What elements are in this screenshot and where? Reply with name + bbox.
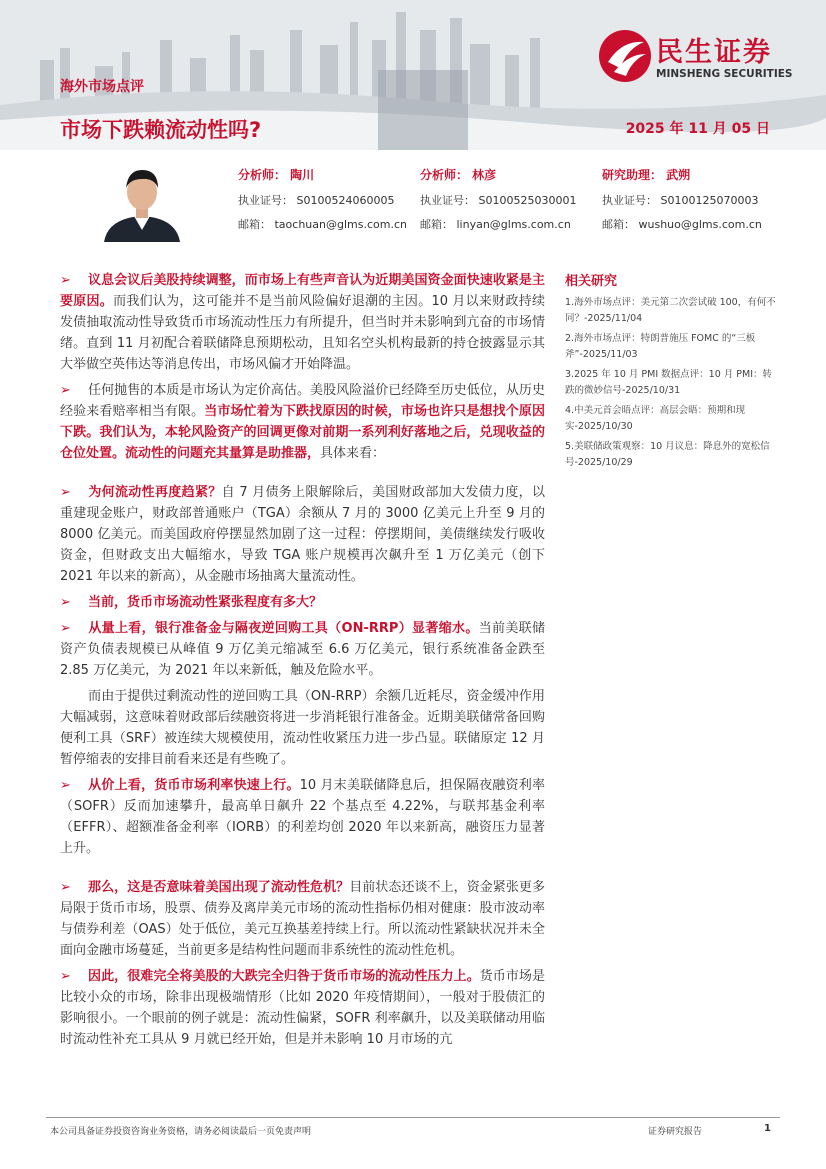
body-text: 自 7 月债务上限解除后，美国财政部加大发债力度，以重建现金账户，财政部普通账户（TGA）余额从 7 月的 3000 亿美元上升至 9 月的 8000 亿美元。而美国政府停摆显然加剧了这一过程：停摆期间，美债继续发行吸收资金，但财政支出大幅缩水，导致 TGA 账户规模再次飙升至 1 万亿美元（创下 2021 年以来的新高），从金融市场抽离大量流动性。 [60,485,545,584]
footer-disclaimer: 本公司具备证券投资咨询业务资格，请务必阅读最后一页免责声明 [50,1127,312,1137]
related-research [565,270,780,475]
footer-report-type: 证券研究报告 [648,1127,703,1137]
paragraph [60,482,545,587]
body-text: 当前美联储资产负债表规模已从峰值 9 万亿美元缩减至 6.6 万亿美元，银行系统准备金跌至 2.85 万亿美元，为 2021 年以来新低，触及危险水平。 [60,621,545,678]
analyst-name: 研究助理： 武朔 [602,168,691,182]
analyst-license: 执业证号： S0100125070003 [602,194,759,207]
page-title: 市场下跌赖流动性吗? [60,118,262,142]
bold-text: 当前，货币市场流动性紧张程度有多大？ [88,595,323,610]
bold-text: 当市场忙着为下跌找原因的时候，市场也许只是想找个原因下跌。我们认为，本轮风险资产的回调更像对前期一系列利好落地之后，兑现收益的仓位处置。流动性的问题充其量算是助推器， [60,404,545,461]
bold-text: 从价上看，货币市场利率快速上行。 [88,778,300,793]
body-text: 具体来看： [320,446,386,461]
arrow-bullet-icon: ➢ [60,778,71,793]
logo-english-text: MINSHENG SECURITIES [656,68,793,80]
arrow-bullet-icon: ➢ [60,595,71,610]
report-date: 2025 年 11 月 05 日 [625,121,770,137]
analyst-block [420,166,576,240]
related-research-link[interactable]: 5.美联储政策观察：10 月议息：降息外的宽松信号-2025/10/29 [565,441,770,468]
related-research-link[interactable]: 3.2025 年 10 月 PMI 数据点评：10 月 PMI：转跌的微妙信号-2025/10/31 [565,369,773,396]
bold-text: 从量上看，银行准备金与隔夜逆回购工具（ON-RRP）显著缩水。 [88,621,479,636]
paragraph [60,775,545,859]
report-body [60,270,545,1055]
body-text: 任何抛售的本质是市场认为定价高估。美股风险溢价已经降至历史低位，从历史经验来看赔率相当有限。 [60,383,545,419]
paragraph [60,618,545,681]
body-text: 货币市场是比较小众的市场，除非出现极端情形（比如 2020 年疫情期间），一般对于股债汇的影响很小。一个眼前的例子就是：流动性偏紧，SOFR 利率飙升，以及美联储动用临时流动性补充工具从 9 月就已经开始，但是并未影响 10 月市场的亢 [60,969,545,1047]
analyst-block [238,166,407,240]
body-text: 目前状态还谈不上，资金紧张更多局限于货币市场，股票、债券及离岸美元市场的流动性指标仍相对健康：股市波动率与债券利差（OAS）处于低位，美元互换基差持续上行。所以流动性紧缺状况并未全面向金融市场蔓延，当前更多是结构性问题而非系统性的流动性危机。 [60,880,545,958]
bold-text: 议息会议后美股持续调整，而市场上有些声音认为近期美国资金面快速收紧是主要原因。 [60,273,545,309]
paragraph [60,966,545,1050]
analyst-block [602,166,762,240]
analyst-email[interactable]: 邮箱： wushuo@glms.com.cn [602,218,762,231]
section-label: 海外市场点评 [60,79,144,95]
logo-chinese-text: 民生证券 [656,37,772,68]
bold-text: 因此，很难完全将美股的大跌完全归咎于货币市场的流动性压力上。 [88,969,480,984]
related-research-link[interactable]: 1.海外市场点评：美元第二次尝试破 100，有何不同？-2025/11/04 [565,297,776,324]
logo-mark-icon [598,28,652,84]
footer-divider [46,1117,780,1118]
paragraph [60,877,545,961]
paragraph [60,380,545,464]
bold-text: 那么，这是否意味着美国出现了流动性危机？ [88,880,350,895]
related-research-link[interactable]: 2.海外市场点评：特朗普施压 FOMC 的“三板斧”-2025/11/03 [565,333,756,360]
analyst-name: 分析师： 陶川 [238,168,315,182]
arrow-bullet-icon: ➢ [60,621,71,636]
analyst-license: 执业证号： S0100525030001 [420,194,577,207]
arrow-bullet-icon: ➢ [60,273,71,288]
related-research-title: 相关研究 [565,274,618,289]
arrow-bullet-icon: ➢ [60,880,71,895]
arrow-bullet-icon: ➢ [60,969,71,984]
paragraph [60,686,545,770]
analyst-name: 分析师： 林彦 [420,168,497,182]
paragraph [60,270,545,375]
body-text: 10 月末美联储降息后，担保隔夜融资利率（SOFR）反而加速攀升，最高单日飙升 22 个基点至 4.22%，与联邦基金利率（EFFR）、超额准备金利率（IORB）的利差均创 2020 年以来新高，融资压力显著上升。 [60,778,545,856]
analyst-email[interactable]: 邮箱： taochuan@glms.com.cn [238,218,407,231]
analyst-email[interactable]: 邮箱： linyan@glms.com.cn [420,218,571,231]
arrow-bullet-icon: ➢ [60,383,71,398]
paragraph [60,592,545,613]
arrow-bullet-icon: ➢ [60,485,71,500]
header-banner [0,0,826,150]
related-research-link[interactable]: 4.中美元首会晤点评：高层会晤：预期和现实-2025/10/30 [565,405,746,432]
page-number: 1 [764,1123,771,1134]
company-logo [598,28,808,88]
analyst-photo [98,160,186,242]
body-text: 而我们认为，这可能并不是当前风险偏好退潮的主因。10 月以来财政持续发债抽取流动性导致货币市场流动性压力有所提升，但当时并未影响到亢奋的市场情绪。直到 11 月初配合着联储降息预期松动，且知名空头机构最新的持仓披露显示其大举做空英伟达等消息传出，市场风偏才开始降温。 [60,294,545,372]
bold-text: 为何流动性再度趋紧？ [88,485,222,500]
body-text: 而由于提供过剩流动性的逆回购工具（ON-RRP）余额几近耗尽，资金缓冲作用大幅减弱，这意味着财政部后续融资将进一步消耗银行准备金。近期美联储常备回购便利工具（SRF）被连续大规模使用，流动性收紧压力进一步凸显。联储原定 12 月暂停缩表的安排目前看来还是有些晚了。 [60,689,545,767]
analyst-license: 执业证号： S0100524060005 [238,194,395,207]
